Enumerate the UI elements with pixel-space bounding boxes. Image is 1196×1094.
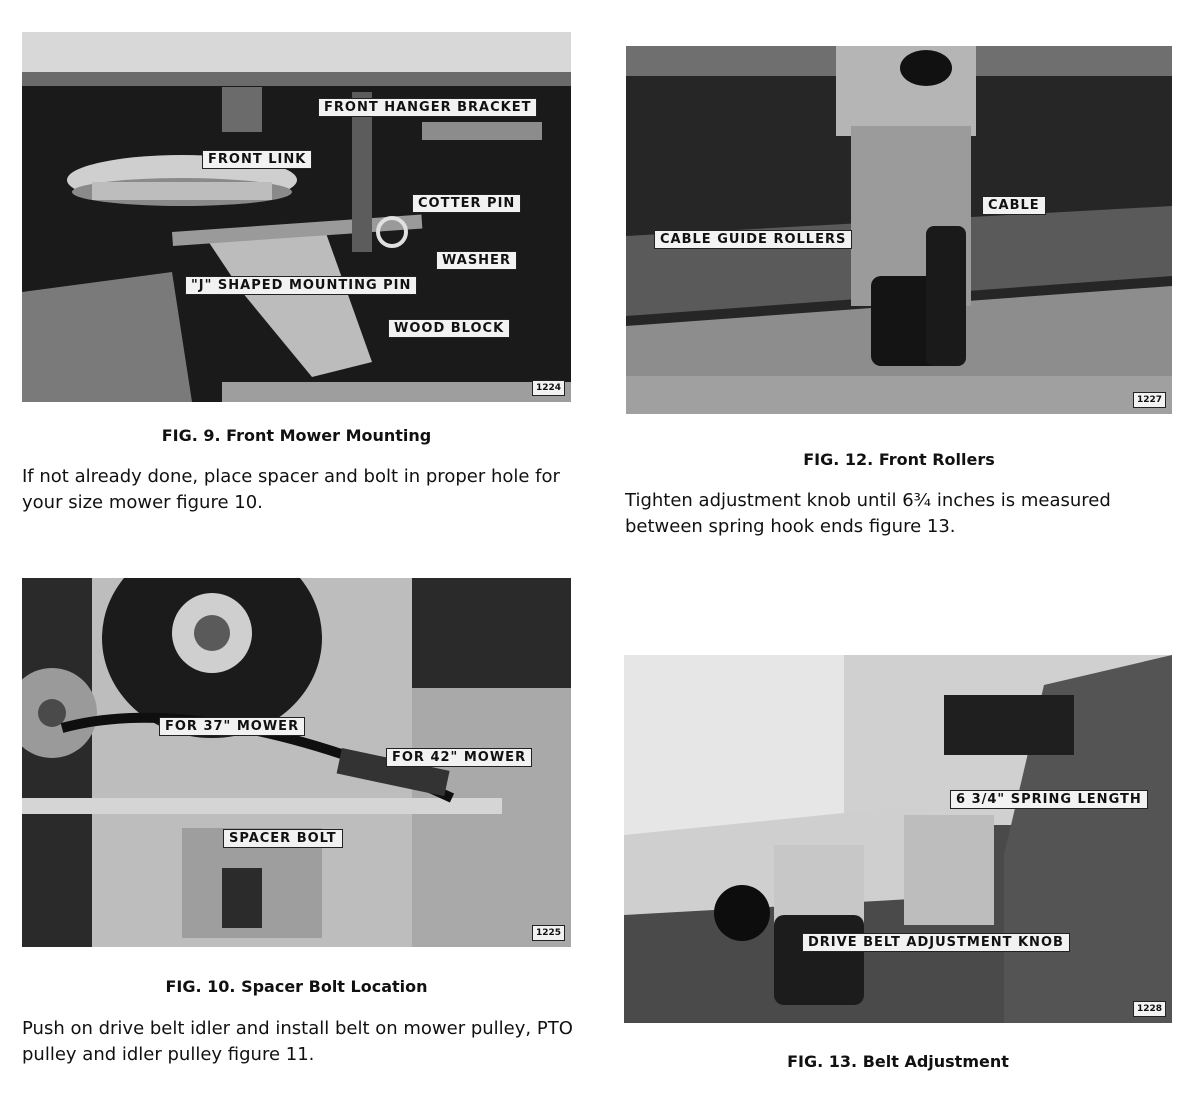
fig12-photo-number: 1227 bbox=[1133, 392, 1166, 408]
fig10-photo bbox=[22, 578, 571, 947]
callout-wood-block: WOOD BLOCK bbox=[388, 319, 510, 338]
callout-for-37-mower: FOR 37" MOWER bbox=[159, 717, 305, 736]
fig13-photo-art bbox=[624, 655, 1172, 1023]
fig10-caption: FIG. 10. Spacer Bolt Location bbox=[165, 977, 428, 996]
callout-cotter-pin: COTTER PIN bbox=[412, 194, 521, 213]
callout-front-hanger-bracket: FRONT HANGER BRACKET bbox=[318, 98, 537, 117]
callout-washer: WASHER bbox=[436, 251, 517, 270]
fig13-photo bbox=[624, 655, 1172, 1023]
fig12-caption: FIG. 12. Front Rollers bbox=[803, 450, 995, 469]
fig10-paragraph: Push on drive belt idler and install belt on mower pulley, PTO pulley and idler pulley figure 11. bbox=[22, 1018, 573, 1065]
callout-j-shaped-mounting-pin: "J" SHAPED MOUNTING PIN bbox=[185, 276, 417, 295]
fig9-caption: FIG. 9. Front Mower Mounting bbox=[161, 426, 432, 445]
callout-cable-guide-rollers: CABLE GUIDE ROLLERS bbox=[654, 230, 852, 249]
fig9-paragraph: If not already done, place spacer and bolt in proper hole for your size mower figure 10. bbox=[22, 466, 560, 513]
fig12-paragraph: Tighten adjustment knob until 6¾ inches is measured between spring hook ends figure 13. bbox=[625, 490, 1111, 537]
fig13-caption: FIG. 13. Belt Adjustment bbox=[787, 1052, 1009, 1071]
callout-spring-length: 6 3/4" SPRING LENGTH bbox=[950, 790, 1148, 809]
callout-cable: CABLE bbox=[982, 196, 1046, 215]
fig9-photo bbox=[22, 32, 571, 402]
fig13-photo-number: 1228 bbox=[1133, 1001, 1166, 1017]
callout-drive-belt-adjustment-knob: DRIVE BELT ADJUSTMENT KNOB bbox=[802, 933, 1070, 952]
fig9-photo-art bbox=[22, 32, 571, 402]
fig9-photo-number: 1224 bbox=[532, 380, 565, 396]
callout-for-42-mower: FOR 42" MOWER bbox=[386, 748, 532, 767]
callout-front-link: FRONT LINK bbox=[202, 150, 312, 169]
fig10-photo-number: 1225 bbox=[532, 925, 565, 941]
callout-spacer-bolt: SPACER BOLT bbox=[223, 829, 343, 848]
fig12-photo bbox=[626, 46, 1172, 414]
